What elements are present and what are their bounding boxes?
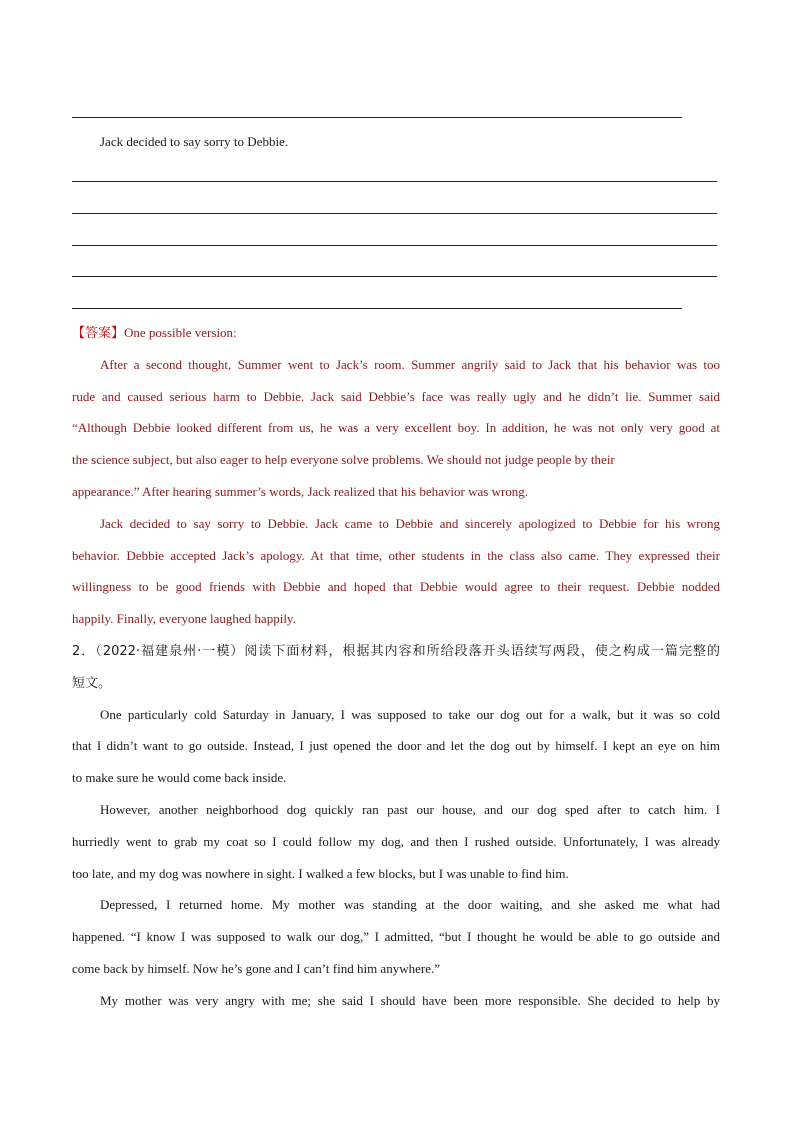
- answer-line: willingness to be good friends with Debbie and hoped that Debbie would agree to their request. Debbie nodded: [72, 579, 720, 594]
- answer-heading: [72, 323, 720, 344]
- writing-line: [72, 276, 717, 277]
- writing-line: [72, 181, 717, 182]
- answer-line: Jack decided to say sorry to Debbie. Jack came to Debbie and sincerely apologized to Debbie for his wrong: [100, 516, 720, 531]
- answer-line: After a second thought, Summer went to Jack’s room. Summer angrily said to Jack that his behavior was too: [100, 357, 720, 372]
- passage-line: happened. “I know I was supposed to walk our dog,” I admitted, “but I thought he would be able to go outside and: [72, 929, 720, 944]
- answer-line: happily. Finally, everyone laughed happily.: [72, 611, 296, 626]
- passage-line: My mother was very angry with me; she said I should have been more responsible. She decided to help by: [100, 993, 720, 1008]
- paragraph-prompt: Jack decided to say sorry to Debbie.: [100, 134, 289, 149]
- writing-line: [72, 245, 717, 246]
- question-2-title-cont: 短文。: [72, 676, 112, 691]
- passage-line: that I didn’t want to go outside. Instead, I just opened the door and let the dog out by himself. I kept an eye on him: [72, 738, 720, 753]
- passage-line: too late, and my dog was nowhere in sight. I walked a few blocks, but I was unable to find him.: [72, 866, 569, 881]
- answer-line: rude and caused serious harm to Debbie. Jack said Debbie’s face was really ugly and he didn’t lie. Summer said: [72, 389, 720, 404]
- writing-line: [72, 308, 682, 309]
- answer-tag: 【答案】: [72, 326, 125, 341]
- passage-line: to make sure he would come back inside.: [72, 770, 287, 785]
- answer-line: behavior. Debbie accepted Jack’s apology. At that time, other students in the class also came. They expressed their: [72, 548, 720, 563]
- question-2-title: 2．（2022·福建泉州·一模）阅读下面材料，根据其内容和所给段落开头语续写两段，使之构成一篇完整的: [72, 644, 720, 659]
- passage-line: Depressed, I returned home. My mother was standing at the door waiting, and she asked me what had: [100, 897, 720, 912]
- answer-line: the science subject, but also eager to help everyone solve problems. We should not judge people by their: [72, 452, 615, 467]
- answer-line: appearance.” After hearing summer’s words, Jack realized that his behavior was wrong.: [72, 484, 529, 499]
- passage-line: come back by himself. Now he’s gone and I can’t find him anywhere.”: [72, 961, 440, 976]
- passage-line: However, another neighborhood dog quickly ran past our house, and our dog sped after to catch him. I: [100, 802, 720, 817]
- answer-line: “Although Debbie looked different from us, he was a very excellent boy. In addition, he was not only very good at: [72, 420, 720, 435]
- answer-intro: One possible version:: [124, 325, 237, 340]
- passage-line: One particularly cold Saturday in January, I was supposed to take our dog out for a walk, but it was so cold: [100, 707, 720, 722]
- writing-line: [72, 117, 682, 118]
- passage-line: hurriedly went to grab my coat so I could follow my dog, and then I rushed outside. Unfortunately, I was already: [72, 834, 720, 849]
- writing-line: [72, 213, 717, 214]
